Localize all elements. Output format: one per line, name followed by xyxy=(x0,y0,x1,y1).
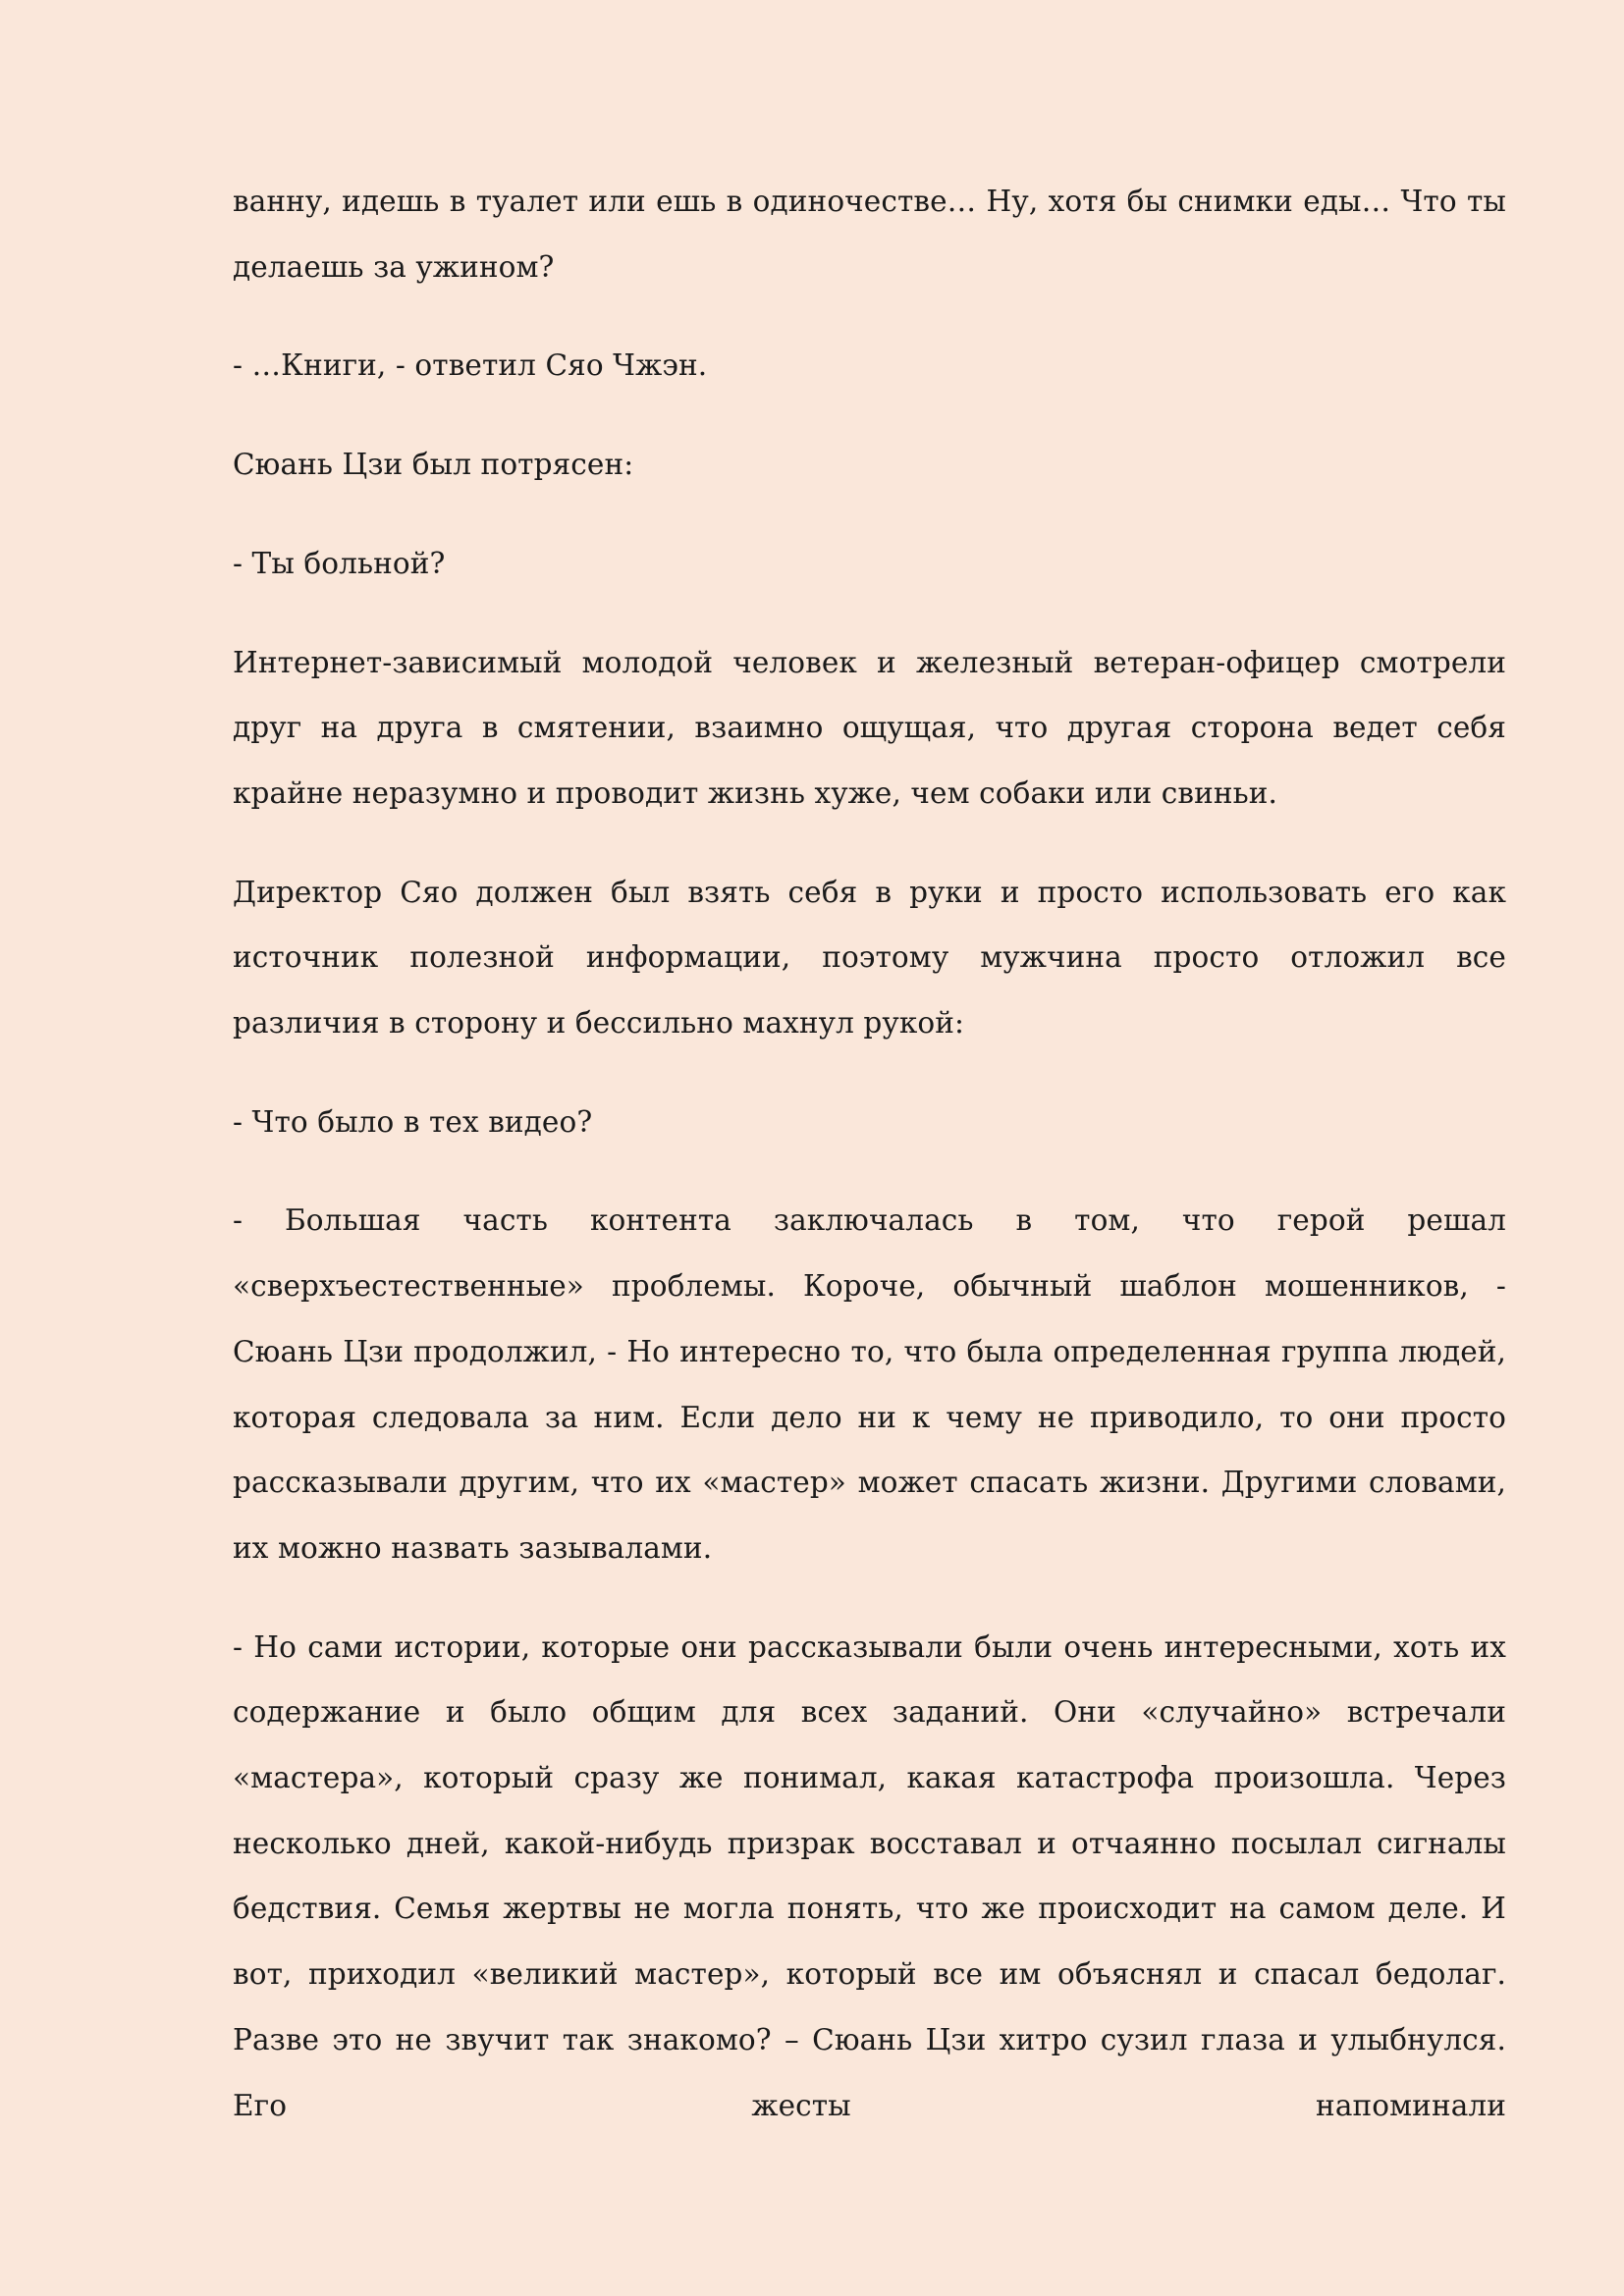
paragraph-3: Сюань Цзи был потрясен: xyxy=(233,448,634,482)
paragraph-5: Интернет-зависимый молодой человек и железный ветеран-офицер смотрели друг на друга в смятении, взаимно ощущая, что другая сторона ведет себя крайне неразумно и проводит жизнь хуже, чем собаки или свиньи. xyxy=(233,645,1506,810)
paragraph-6: Директор Сяо должен был взять себя в руки и просто использовать его как источник полезной информации, поэтому мужчина просто отложил все различия в сторону и бессильно махнул рукой: xyxy=(233,875,1506,1041)
paragraph-8: - Большая часть контента заключалась в том, что герой решал «сверхъестественные» проблемы. Короче, обычный шаблон мошенников, - Сюань Цзи продолжил, - Но интересно то, что была определенная группа людей, которая следовала за ним. Если дело ни к чему не приводило, то они просто рассказывали другим, что их «мастер» может спасать жизни. Другими словами, их можно назвать зазывалами. xyxy=(233,1203,1506,1565)
paragraph-1: ванну, идешь в туалет или ешь в одиночестве… Ну, хотя бы снимки еды… Что ты делаешь за ужином? xyxy=(233,185,1506,284)
paragraph-9: - Но сами истории, которые они рассказывали были очень интересными, хоть их содержание и было общим для всех заданий. Они «случайно» встречали «мастера», который сразу же понимал, какая катастрофа произошла. Через несколько дней, какой-нибудь призрак восставал и отчаянно посылал сигналы бедствия. Семья жертвы не могла понять, что же происходит на самом деле. И вот, приходил «великий мастер», который все им объяснял и спасал бедолаг. Разве это не звучит так знакомо? – Сюань Цзи хитро сузил глаза и улыбнулся. Его жесты напоминали xyxy=(233,1629,1506,2122)
paragraph-2: - …Книги, - ответил Сяо Чжэн. xyxy=(233,348,708,383)
document-body xyxy=(233,169,1506,2138)
paragraph-7: - Что было в тех видео? xyxy=(233,1104,593,1139)
paragraph-4: - Ты больной? xyxy=(233,546,446,580)
